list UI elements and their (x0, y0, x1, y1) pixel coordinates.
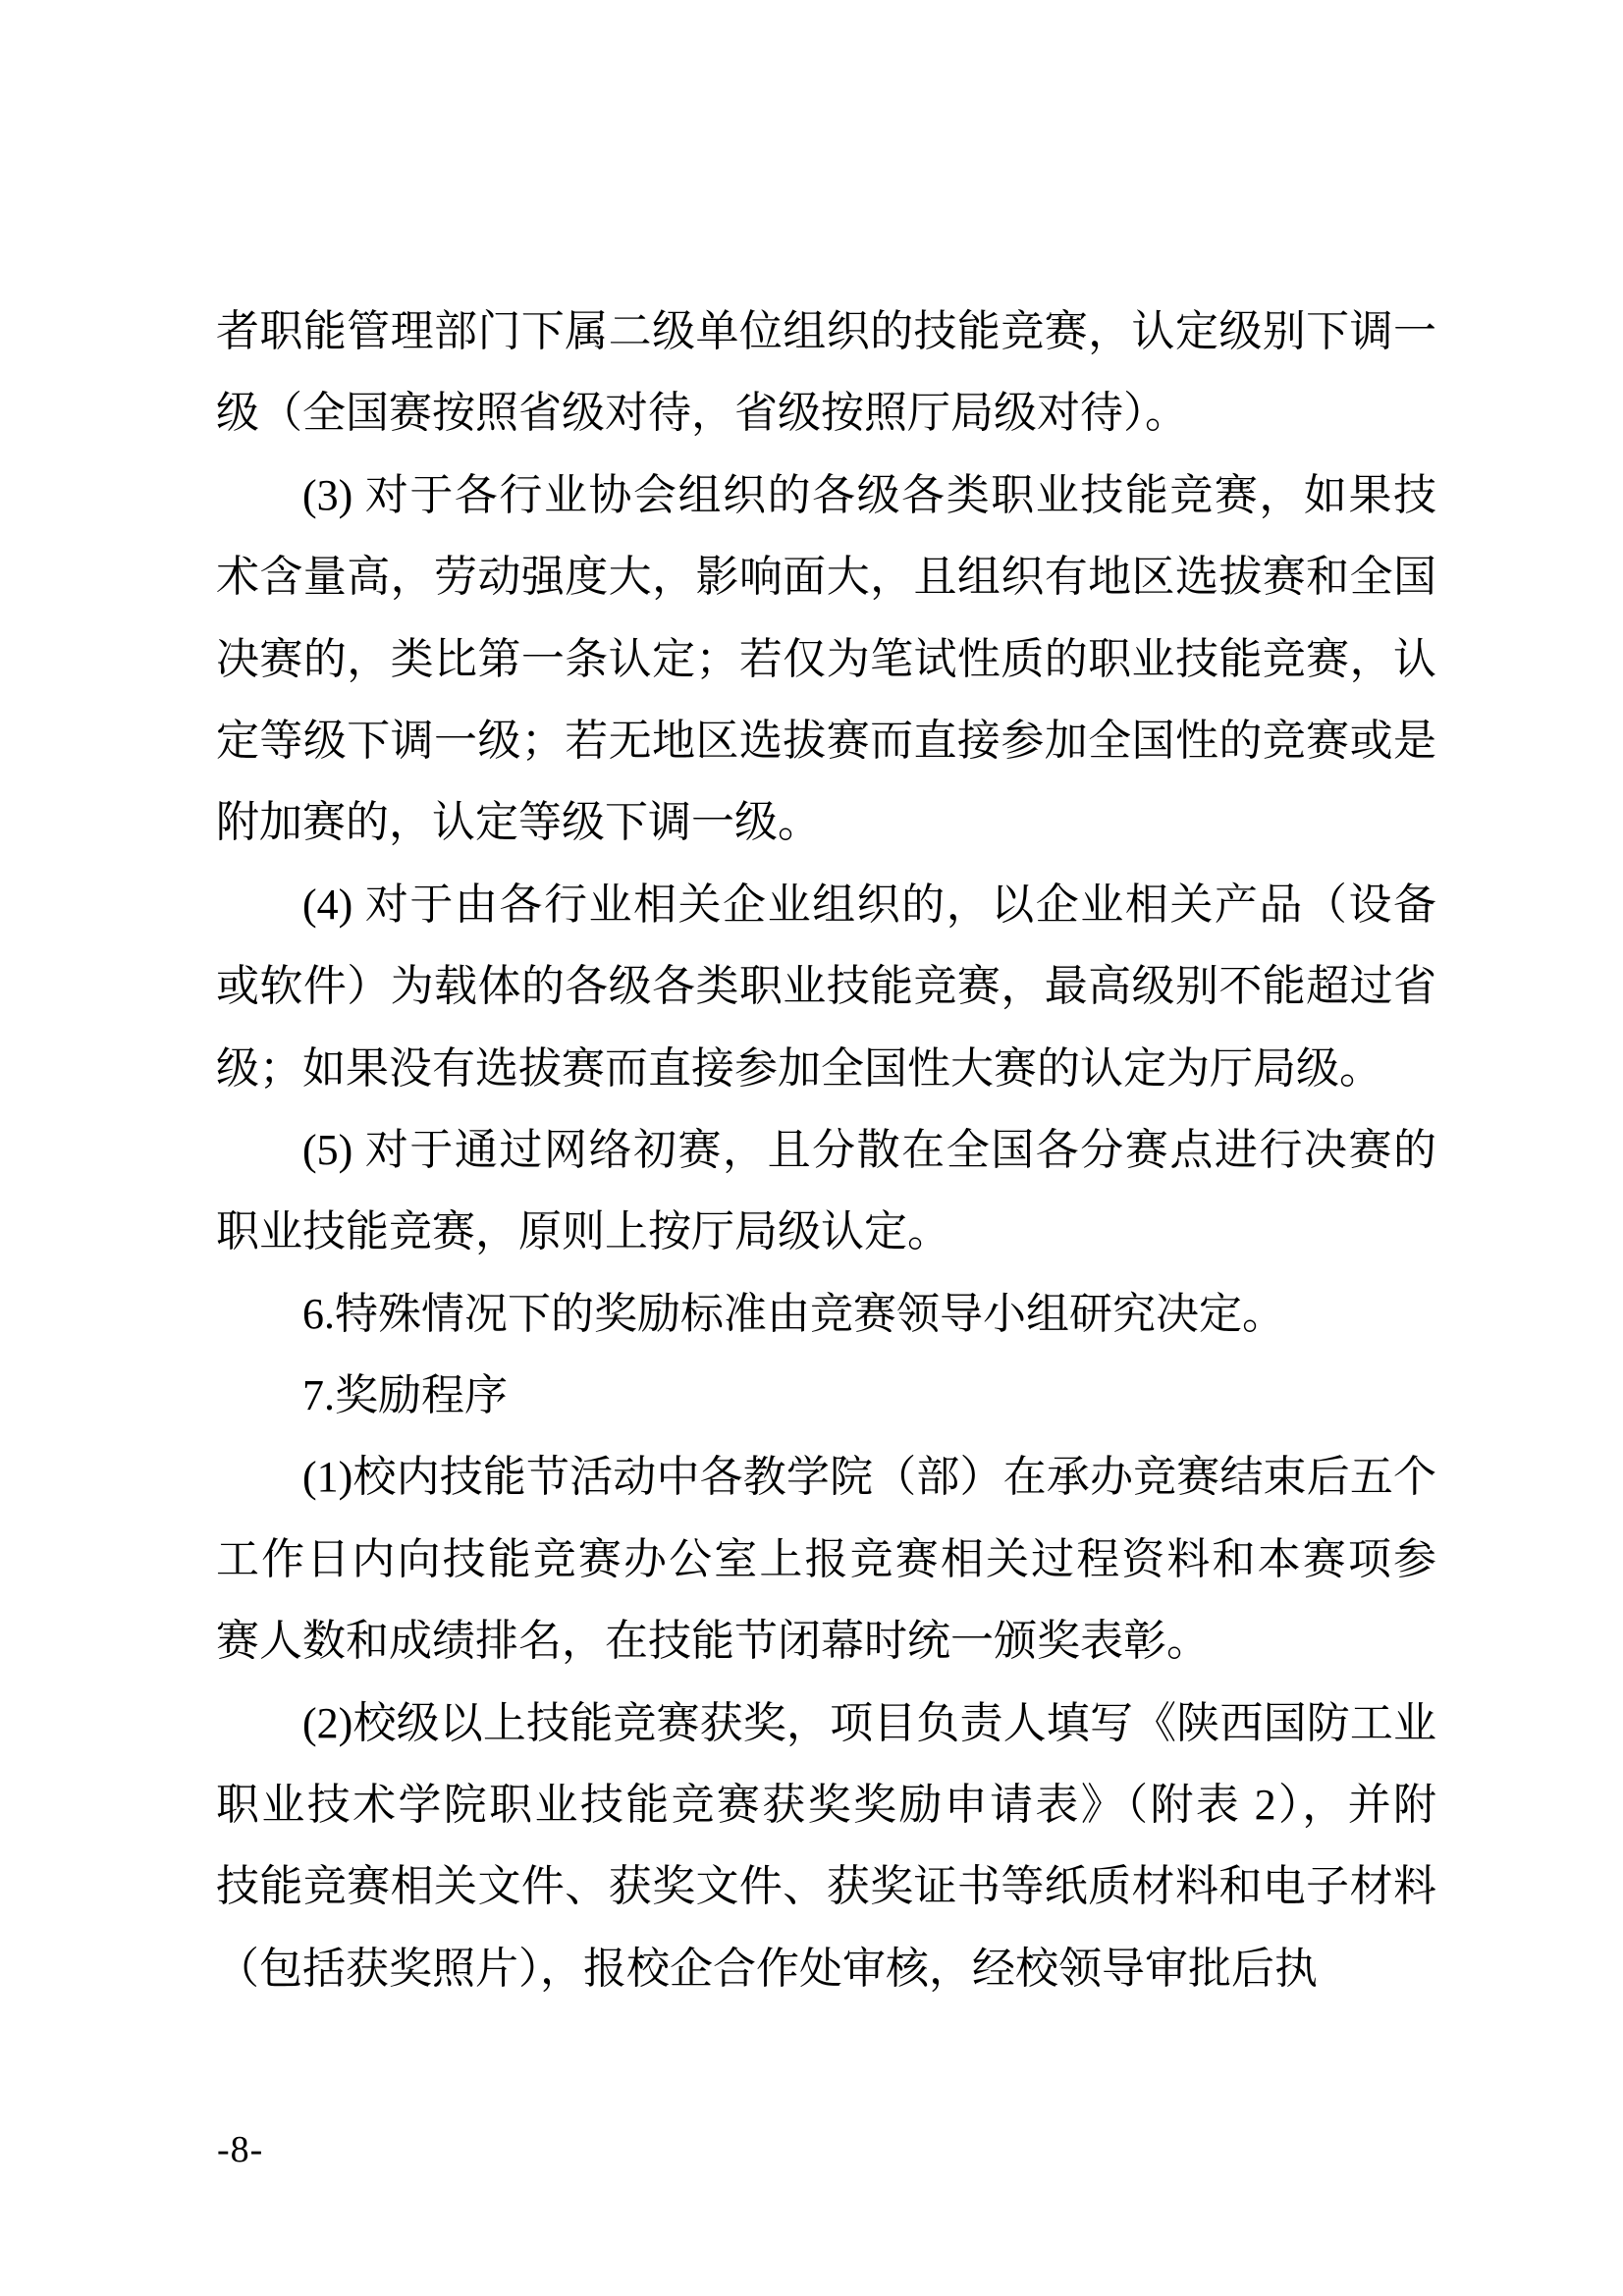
text-line: 决赛的，类比第一条认定；若仅为笔试性质的职业技能竞赛，认 (216, 634, 1436, 683)
text-line: 或软件）为载体的各级各类职业技能竞赛，最高级别不能超过省 (216, 962, 1436, 1011)
text-line: 工作日内向技能竞赛办公室上报竞赛相关过程资料和本赛项参 (216, 1534, 1436, 1583)
text-line: 级；如果没有选拔赛而直接参加全国性大赛的认定为厅局级。 (216, 1043, 1382, 1093)
text-line: (3) 对于各行业协会组织的各级各类职业技能竞赛，如果技 (302, 470, 1436, 519)
text-line: 级（全国赛按照省级对待，省级按照厅局级对待）。 (216, 389, 1188, 438)
text-line: 赛人数和成绩排名，在技能节闭幕时统一颁奖表彰。 (216, 1617, 1210, 1666)
text-line: (2)校级以上技能竞赛获奖，项目负责人填写《陕西国防工业 (302, 1698, 1436, 1747)
text-line: 职业技能竞赛，原则上按厅局级认定。 (216, 1207, 950, 1256)
text-line: 7.奖励程序 (302, 1371, 508, 1420)
text-line: (5) 对于通过网络初赛，且分散在全国各分赛点进行决赛的 (302, 1125, 1436, 1174)
text-line: 职业技术学院职业技能竞赛获奖奖励申请表》（附表 2），并附 (216, 1781, 1436, 1830)
text-line: 技能竞赛相关文件、获奖文件、获奖证书等纸质材料和电子材料 (216, 1862, 1436, 1911)
page-number: -8- (217, 2129, 264, 2170)
text-line: 术含量高，劳动强度大，影响面大，且组织有地区选拔赛和全国 (216, 553, 1436, 602)
text-line: (1)校内技能节活动中各教学院（部）在承办竞赛结束后五个 (302, 1453, 1436, 1502)
text-line: 定等级下调一级；若无地区选拔赛而直接参加全国性的竞赛或是 (216, 716, 1436, 765)
text-line: 6.特殊情况下的奖励标准由竞赛领导小组研究决定。 (302, 1289, 1285, 1338)
text-line: (4) 对于由各行业相关企业组织的，以企业相关产品（设备 (302, 880, 1436, 929)
text-line: 者职能管理部门下属二级单位组织的技能竞赛，认定级别下调一 (216, 307, 1436, 355)
document-body-text (216, 291, 1436, 2009)
text-line: （包括获奖照片），报校企合作处审核，经校领导审批后执 (216, 1944, 1318, 1993)
text-line: 附加赛的，认定等级下调一级。 (216, 798, 821, 847)
